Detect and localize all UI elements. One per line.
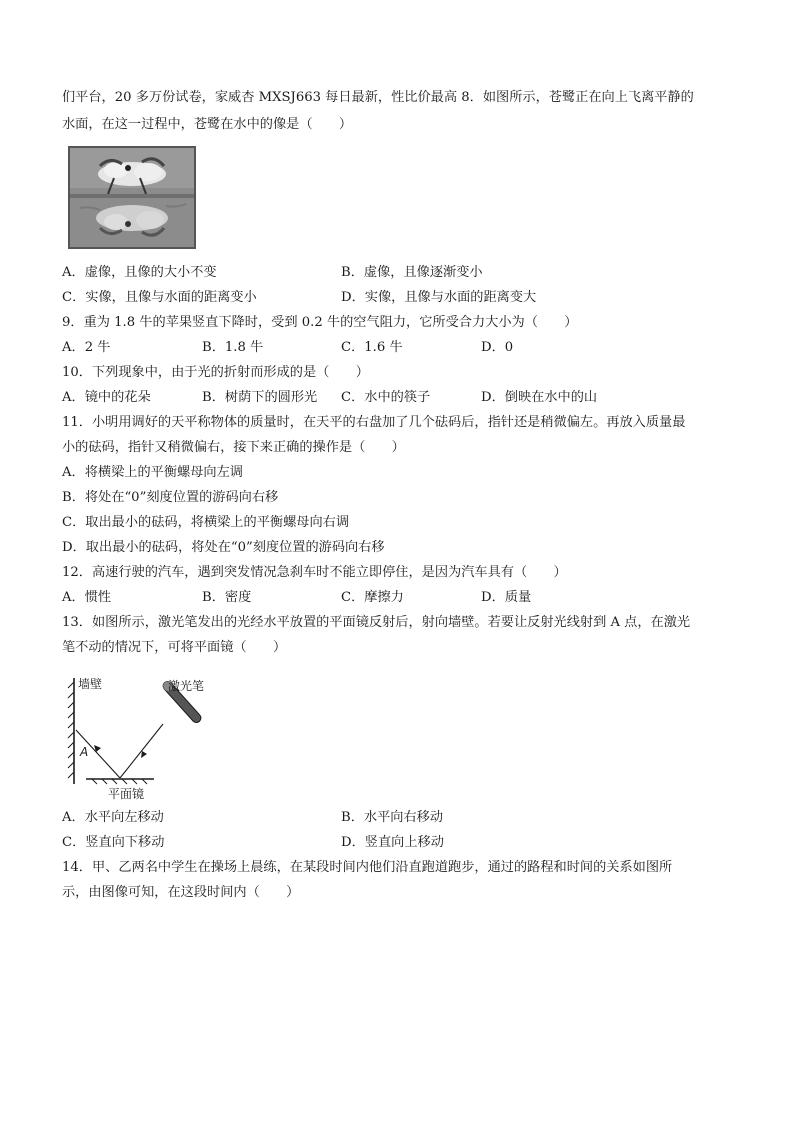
q11-option-b: B．将处在“0”刻度位置的游码向右移 [62, 490, 279, 505]
wall-label: 墙壁 [78, 677, 103, 691]
q13-option-b: B．水平向右移动 [341, 810, 444, 825]
q11-stem-line1: 11．小明用调好的天平称物体的质量时，在天平的右盘加了几个砝码后，指针还是稍微偏左。再放入质量最 [62, 415, 686, 430]
q10-option-c: C．水中的筷子 [341, 390, 431, 405]
q8-option-a: A．虚像，且像的大小不变 [62, 265, 217, 280]
q8-stem-line1: 们平台，20 多万份试卷，家威杏 MXSJ663 每日最新，性比价最高 8．如图所示，苍鹭正在向上飞离平静的 [62, 90, 694, 105]
q12-option-c: C．摩擦力 [341, 590, 404, 605]
q10-option-b: B．树荫下的圆形光 [202, 390, 318, 405]
laser-mirror-diagram [62, 672, 232, 804]
q12-option-a: A．惯性 [62, 590, 112, 605]
q12-stem: 12．高速行驶的汽车，遇到突发情况急刹车时不能立即停住，是因为汽车具有（ ） [62, 565, 567, 580]
q13-option-d: D．竖直向上移动 [341, 835, 444, 850]
q11-option-a: A．将横梁上的平衡螺母向左调 [62, 465, 243, 480]
q9-option-a: A．2 牛 [62, 340, 111, 355]
q14-stem-line1: 14．甲、乙两名中学生在操场上晨练，在某段时间内他们沿直跑道跑步，通过的路程和时间的关系如图所 [62, 860, 673, 875]
incident-ray [120, 724, 163, 778]
q8-option-c: C．实像，且像与水面的距离变小 [62, 290, 257, 305]
q11-stem-line2: 小的砝码，指针又稍微偏右，接下来正确的操作是（ ） [62, 440, 405, 455]
q9-option-c: C．1.6 牛 [341, 340, 403, 355]
q10-option-a: A．镜中的花朵 [62, 390, 151, 405]
q11-option-c: C．取出最小的砝码，将横梁上的平衡螺母向右调 [62, 515, 350, 530]
q10-option-d: D．倒映在水中的山 [481, 390, 598, 405]
q8-stem-line2: 水面，在这一过程中，苍鹭在水中的像是（ ） [62, 117, 353, 132]
wall-hatching [68, 682, 74, 778]
q9-option-d: D．0 [481, 340, 514, 355]
point-a-label: A [80, 745, 89, 759]
q12-option-b: B．密度 [202, 590, 252, 605]
q13-option-a: A．水平向左移动 [62, 810, 164, 825]
heron-reflection-photo [68, 146, 196, 249]
q12-option-d: D．质量 [481, 590, 532, 605]
q8-option-d: D．实像，且像与水面的距离变大 [341, 290, 537, 305]
laser-label: 激光笔 [168, 679, 205, 693]
q13-option-c: C．竖直向下移动 [62, 835, 165, 850]
q11-option-d: D．取出最小的砝码，将处在“0”刻度位置的游码向右移 [62, 540, 385, 555]
incident-ray-arrow [141, 751, 147, 758]
q9-stem: 9．重为 1.8 牛的苹果竖直下降时，受到 0.2 牛的空气阻力，它所受合力大小为（ ） [62, 315, 578, 330]
q9-option-b: B．1.8 牛 [202, 340, 264, 355]
q13-stem-line2: 笔不动的情况下，可将平面镜（ ） [62, 640, 287, 655]
q14-stem-line2: 示，由图像可知，在这段时间内（ ） [62, 885, 300, 900]
q8-option-b: B．虚像，且像逐渐变小 [341, 265, 483, 280]
q10-stem: 10．下列现象中，由于光的折射而形成的是（ ） [62, 365, 369, 380]
q13-stem-line1: 13．如图所示，激光笔发出的光经水平放置的平面镜反射后，射向墙壁。若要让反射光线射到 A 点，在激光 [62, 615, 691, 630]
mirror-label: 平面镜 [108, 787, 145, 801]
